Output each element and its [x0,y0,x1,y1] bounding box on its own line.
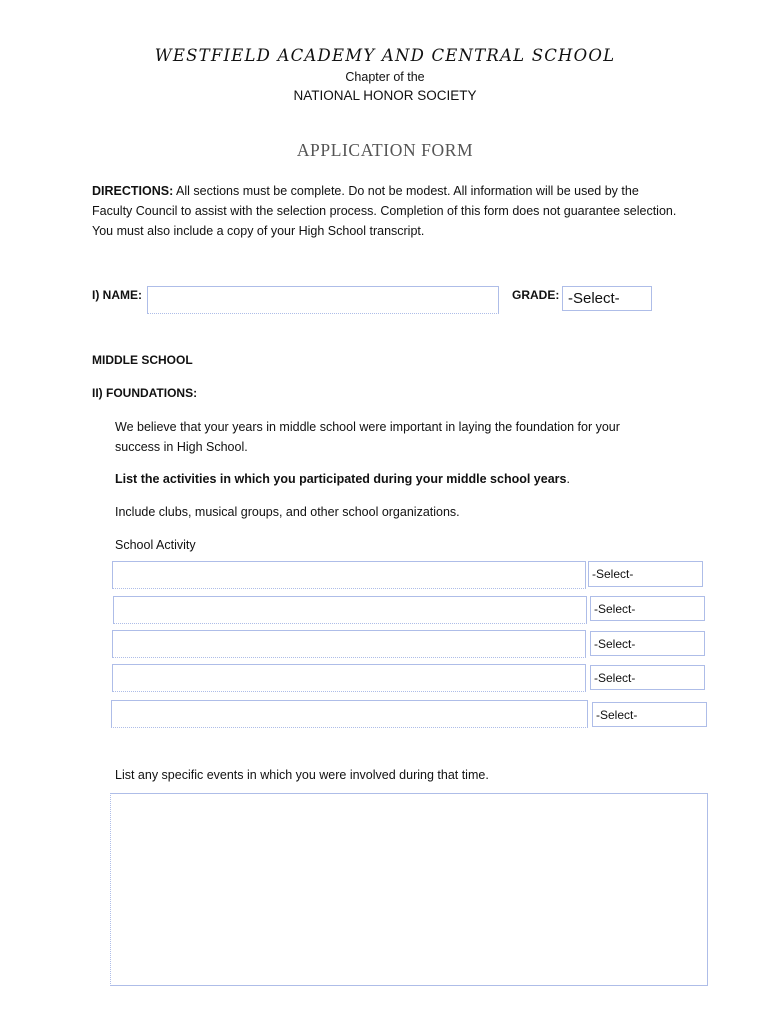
activity-select-4[interactable] [590,665,705,690]
foundations-heading: II) FOUNDATIONS: [92,386,198,400]
activity-select-5-value: -Select- [596,707,638,722]
activity-select-4-value: -Select- [594,670,636,685]
activity-select-3-value: -Select- [594,636,636,651]
form-title: APPLICATION FORM [296,140,474,160]
name-label: I) NAME: [92,288,142,302]
events-prompt: List any specific events in which you were involved during that time. [115,768,489,782]
activity-input-5[interactable] [111,700,588,728]
list-instruction-bold: List the activities in which you participated during your middle school years [115,472,567,486]
school-title: WESTFIELD ACADEMY AND CENTRAL SCHOOL [154,46,616,65]
society-name: NATIONAL HONOR SOCIETY [293,88,477,103]
include-text: Include clubs, musical groups, and other school organizations. [115,505,460,519]
activity-select-3[interactable] [590,631,705,656]
grade-label: GRADE: [512,288,560,302]
list-instruction-period: . [566,472,570,486]
foundations-intro: We believe that your years in middle school were important in laying the foundation for your success in High School. [115,420,620,454]
grade-select-value: -Select- [568,290,620,307]
activity-select-5[interactable] [592,702,707,727]
chapter-subtitle: Chapter of the [345,70,425,84]
middle-school-heading: MIDDLE SCHOOL [92,353,193,367]
directions-label: DIRECTIONS: [92,184,174,198]
directions-text: All sections must be complete. Do not be modest. All information will be used by the Faculty Council to assist with the selection process. Completion of this form does not guarantee selection. You must also include a copy of your High School transcript. [92,184,677,238]
grade-select[interactable] [562,286,652,311]
activity-select-1[interactable] [588,561,703,587]
activity-input-3[interactable] [112,630,586,658]
activity-input-4[interactable] [112,664,586,692]
events-textarea[interactable] [110,793,708,986]
activity-select-2[interactable] [590,596,705,621]
directions-paragraph [92,181,682,241]
activity-input-2[interactable] [113,596,587,624]
activity-select-1-value: -Select- [592,567,634,581]
list-instruction [115,470,675,490]
activity-input-1[interactable] [112,561,586,589]
activity-label: School Activity [115,538,196,552]
activity-select-2-value: -Select- [594,601,636,616]
name-input[interactable] [147,286,499,314]
